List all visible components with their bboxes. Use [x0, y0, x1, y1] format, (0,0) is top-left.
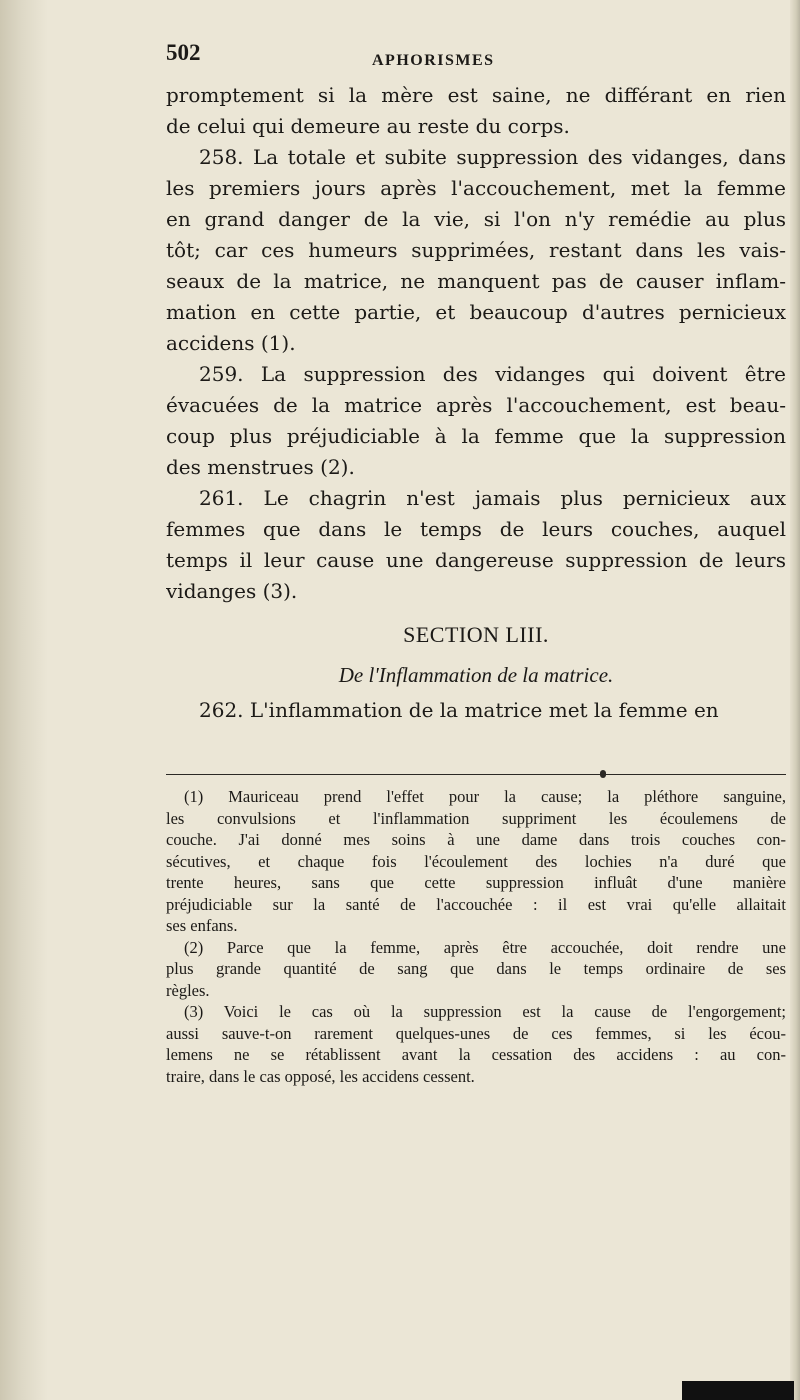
text-line: temps il leur cause une dangereuse suppression de leurs	[166, 548, 786, 572]
text-line: des menstrues (2).	[166, 455, 355, 479]
text-line: les premiers jours après l'accouchement, met la femme	[166, 176, 786, 200]
footnote-line: (3) Voici le cas où la suppression est la cause de l'engorgement;	[184, 1002, 786, 1021]
page-header	[166, 40, 636, 74]
page-number: 502	[166, 40, 201, 65]
footnotes	[166, 786, 786, 1087]
footnote-line: règles.	[166, 980, 210, 1000]
text-line: tôt; car ces humeurs supprimées, restant dans les vais-	[166, 238, 786, 262]
footnote-line: couche. J'ai donné mes soins à une dame dans trois couches con-	[166, 830, 786, 849]
footnote-line: (2) Parce que la femme, après être accouchée, doit rendre une	[184, 937, 786, 957]
footnote-line: lemens ne se rétablissent avant la cessation des accidens : au con-	[166, 1045, 786, 1064]
aphorism-262-start: 262. L'inflammation de la matrice met la femme en	[199, 698, 719, 722]
running-head: APHORISMES	[372, 52, 495, 69]
page-gutter-shadow	[0, 0, 48, 1400]
footnote-line: plus grande quantité de sang que dans le temps ordinaire de ses	[166, 959, 786, 978]
footnote-line: préjudiciable sur la santé de l'accouchée : il est vrai qu'elle allaitait	[166, 894, 786, 914]
main-text	[166, 80, 786, 726]
footnote-line: trente heures, sans que cette suppression influât d'une manière	[166, 873, 786, 892]
aphorism-258-start: 258. La totale et subite suppression des vidanges, dans	[199, 145, 786, 169]
separator-mark	[600, 770, 606, 778]
scan-edge-bar	[682, 1381, 794, 1400]
text-line: vidanges (3).	[166, 579, 298, 603]
text-line: de celui qui demeure au reste du corps.	[166, 114, 570, 138]
text-line: femmes que dans le temps de leurs couches, auquel	[166, 517, 786, 541]
aphorism-261-start: 261. Le chagrin n'est jamais plus pernicieux aux	[199, 486, 786, 510]
text-line: promptement si la mère est saine, ne différant en rien	[166, 83, 786, 107]
text-line: évacuées de la matrice après l'accouchement, est beau-	[166, 393, 786, 417]
section-title: SECTION LIII.	[403, 622, 549, 647]
text-line: seaux de la matrice, ne manquent pas de causer inflam-	[166, 269, 786, 293]
text-line: en grand danger de la vie, si l'on n'y remédie au plus	[166, 207, 786, 231]
footnote-line: sécutives, et chaque fois l'écoulement des lochies n'a duré que	[166, 851, 786, 871]
aphorism-259-start: 259. La suppression des vidanges qui doivent être	[199, 362, 786, 386]
footnote-line: aussi sauve-t-on rarement quelques-unes de ces femmes, si les écou-	[166, 1023, 786, 1043]
page-edge	[790, 0, 800, 1400]
footnote-line: (1) Mauriceau prend l'effet pour la cause; la pléthore sanguine,	[184, 787, 786, 806]
footnote-separator	[166, 774, 786, 775]
text-line: coup plus préjudiciable à la femme que la suppression	[166, 424, 786, 448]
footnote-line: traire, dans le cas opposé, les accidens cessent.	[166, 1066, 475, 1086]
text-line: mation en cette partie, et beaucoup d'autres pernicieux	[166, 300, 786, 324]
section-subtitle: De l'Inflammation de la matrice.	[338, 663, 614, 687]
text-line: accidens (1).	[166, 331, 296, 355]
footnote-line: les convulsions et l'inflammation suppriment les écoulemens de	[166, 808, 786, 828]
footnote-line: ses enfans.	[166, 916, 238, 935]
